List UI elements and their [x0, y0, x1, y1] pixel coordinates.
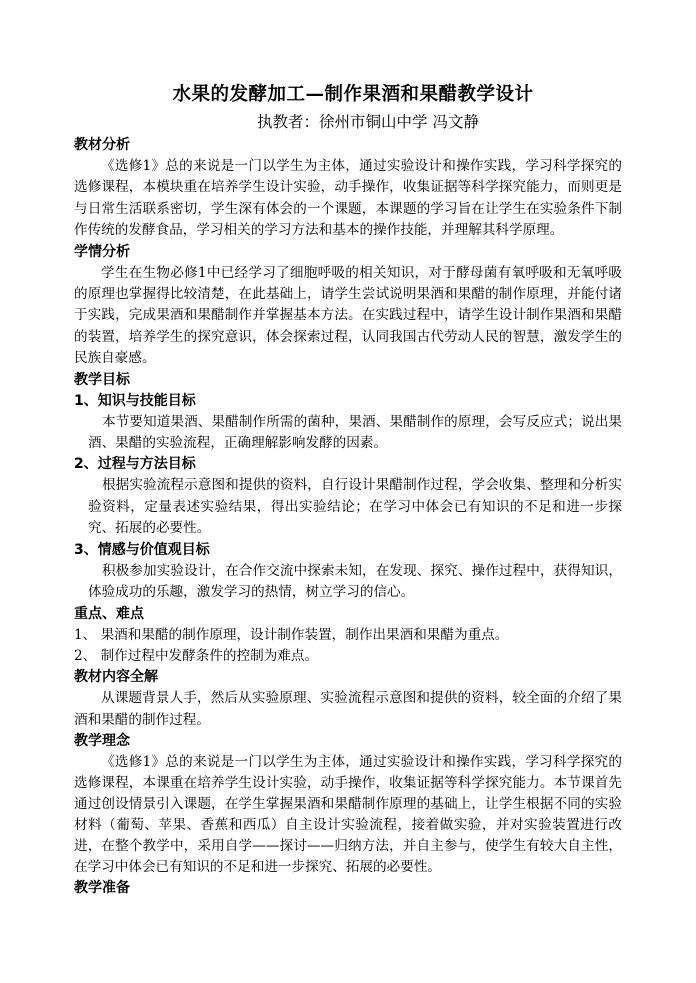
- heading-content-explanation: 教材内容全解: [74, 669, 158, 686]
- paragraph-student-analysis: 学生在生物必修1中已经学习了细胞呼吸的相关知识，对于酵母菌有氧呼吸和无氧呼吸的原理也掌握得比较清楚，在此基础上，请学生尝试说明果酒和果醋的制作原理，并能付诸于实践，完成果酒和果醋制作并掌握基本方法。在实践过程中，请学生设计制作果酒和果醋的装置，培养学生的探究意识，体会探索过程，认同我国古代劳动人民的智慧，激发学生的民族自豪感。: [74, 264, 622, 367]
- paragraph-textbook-analysis: 《选修1》总的来说是一门以学生为主体，通过实验设计和操作实践，学习科学探究的选修课程，本模块重在培养学生设计实验，动手操作，收集证据等科学探究能力，而则更是与日常生活联系密切，学生深有体会的一个课题，本课题的学习旨在让学生在实验条件下制作传统的发酵食品，学习相关的学习方法和基本的操作技能，并理解其科学原理。: [74, 158, 622, 239]
- heading-teaching-objectives: 教学目标: [74, 371, 130, 388]
- author-line: 执教者：徐州市铜山中学 冯文静: [257, 113, 479, 131]
- subheading-emotion-values: 3、情感与价值观目标: [74, 541, 210, 558]
- paragraph-emotion-values: 积极参加实验设计，在合作交流中探索未知，在发现、探究、操作过程中，获得知识，体验成功的乐趣，激发学习的热情，树立学习的信心。: [88, 562, 622, 601]
- key-point-item-1: 1、 果酒和果醋的制作原理，设计制作装置，制作出果酒和果醋为重点。: [74, 626, 509, 643]
- paragraph-knowledge-skills: 本节要知道果酒、果醋制作所需的菌种，果酒、果醋制作的原理，会写反应式；说出果酒、果醋的实验流程，正确理解影响发酵的因素。: [88, 413, 622, 452]
- paragraph-teaching-philosophy: 《选修1》总的来说是一门以学生为主体，通过实验设计和操作实践，学习科学探究的选修课程，本课重在培养学生设计实验，动手操作，收集证据等科学探究能力。本节课首先通过创设情景引入课题，在学生掌握果酒和果醋制作原理的基础上，让学生根据不同的实验材料（葡萄、苹果、香蕉和西瓜）自主设计实验流程，接着做实验，并对实验装置进行改进，在整个教学中，采用自学——探讨——归纳方法，并自主参与，使学生有较大自主性，在学习中体会已有知识的不足和进一步探究、拓展的必要性。: [74, 754, 622, 876]
- heading-teaching-preparation: 教学准备: [74, 880, 130, 897]
- heading-textbook-analysis: 教材分析: [74, 137, 130, 153]
- paragraph-process-method: 根据实验流程示意图和提供的资料，自行设计果醋制作过程，学会收集、整理和分析实验资料，定量表述实验结果，得出实验结论；在学习中体会已有知识的不足和进一步探究、拓展的必要性。: [88, 477, 622, 537]
- key-point-item-2: 2、 制作过程中发酵条件的控制为难点。: [74, 647, 319, 664]
- heading-key-points: 重点、难点: [74, 605, 144, 622]
- subheading-process-method: 2、过程与方法目标: [74, 456, 196, 473]
- paragraph-content-explanation: 从课题背景人手，然后从实验原理、实验流程示意图和提供的资料，较全面的介绍了果酒和果醋的制作过程。: [74, 690, 622, 728]
- document-title: 水果的发酵加工—制作果酒和果醋教学设计: [172, 84, 534, 105]
- heading-teaching-philosophy: 教学理念: [74, 733, 130, 750]
- heading-student-analysis: 学情分析: [74, 243, 130, 260]
- subheading-knowledge-skills: 1、知识与技能目标: [74, 392, 196, 409]
